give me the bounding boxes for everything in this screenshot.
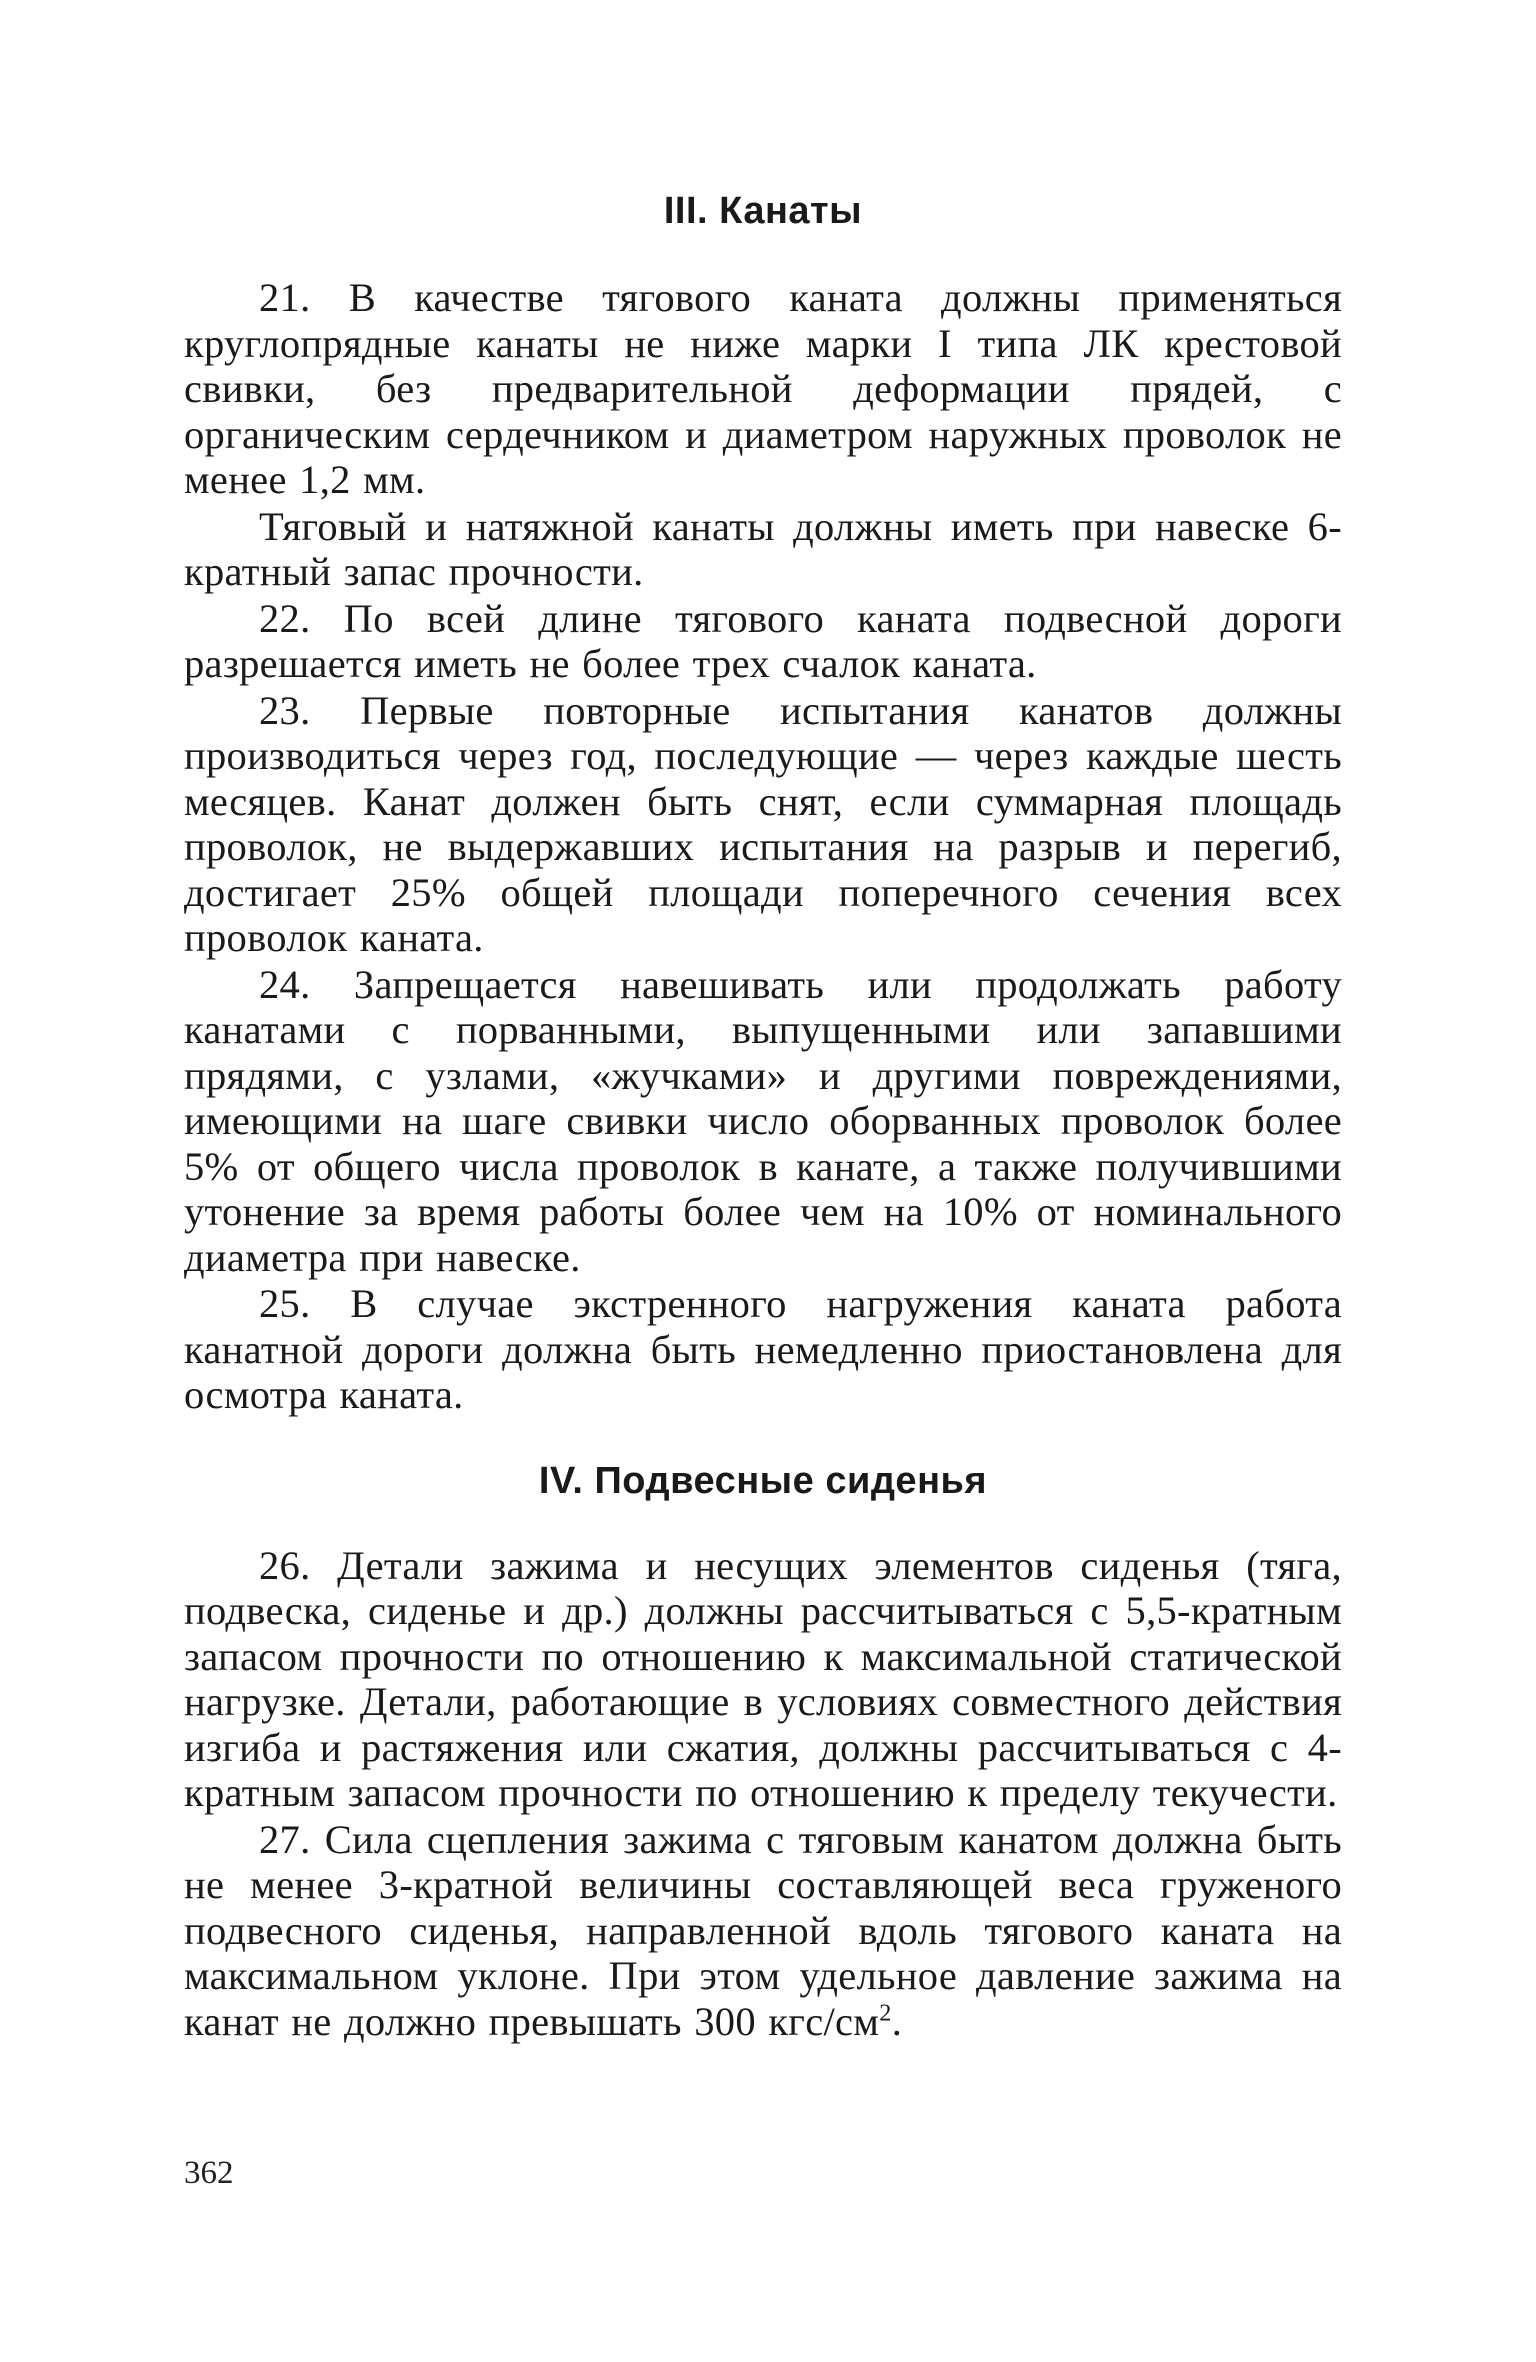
- paragraph-21: 21. В качестве тягового каната должны применяться круглопрядные канаты не ниже марки I типа ЛК крестовой свивки, без предварительной деформации прядей, с органическим сердечником и диаметром наружных проволок не менее 1,2 мм.: [184, 275, 1342, 502]
- paragraph-26: 26. Детали зажима и несущих элементов сиденья (тяга, подвеска, сиденье и др.) должны рассчитываться с 5,5-кратным запасом прочности по отношению к максимальной статической нагрузке. Детали, работающие в условиях совместного действия изгиба и растяжения или сжатия, должны рассчитываться с 4-кратным запасом прочности по отношению к пределу текучести.: [184, 1542, 1342, 1815]
- paragraph-27-text: 27. Сила сцепления зажима с тяговым канатом должна быть не менее 3-кратной величины составляющей веса груженого подвесного сиденья, направленной вдоль тягового каната на максимальном уклоне. При этом удельное давление зажима на канат не должно превышать 300 кгс/см: [184, 1816, 1342, 2044]
- paragraph-27-end: .: [891, 1998, 903, 2044]
- section-4-heading: IV. Подвесные сиденья: [538, 1459, 988, 1502]
- paragraph-27: [184, 1817, 1342, 2045]
- page-body: [184, 190, 1342, 2045]
- section-3-heading: III. Канаты: [663, 190, 863, 232]
- paragraph-21-tension: Тяговый и натяжной канаты должны иметь при навеске 6-кратный запас прочности.: [184, 503, 1342, 594]
- paragraph-25: 25. В случае экстренного нагружения каната работа канатной дороги должна быть немедленно приостановлена для осмотра каната.: [184, 1281, 1342, 1417]
- paragraph-22: 22. По всей длине тягового каната подвесной дороги разрешается иметь не более трех счалок каната.: [184, 595, 1342, 686]
- page-number: 362: [184, 2155, 234, 2191]
- paragraph-27-superscript: 2: [879, 1999, 892, 2026]
- paragraph-23: 23. Первые повторные испытания канатов должны производиться через год, последующие — через каждые шесть месяцев. Канат должен быть снят, если суммарная площадь проволок, не выдержавших испытания на разрыв и перегиб, достигает 25% общей площади поперечного сечения всех проволок каната.: [184, 687, 1342, 960]
- paragraph-24: 24. Запрещается навешивать или продолжать работу канатами с порванными, выпущенными или запавшими прядями, с узлами, «жучками» и другими повреждениями, имеющими на шаге свивки число оборванных проволок более 5% от общего числа проволок в канате, а также получившими утонение за время работы более чем на 10% от номинального диаметра при навеске.: [184, 961, 1342, 1280]
